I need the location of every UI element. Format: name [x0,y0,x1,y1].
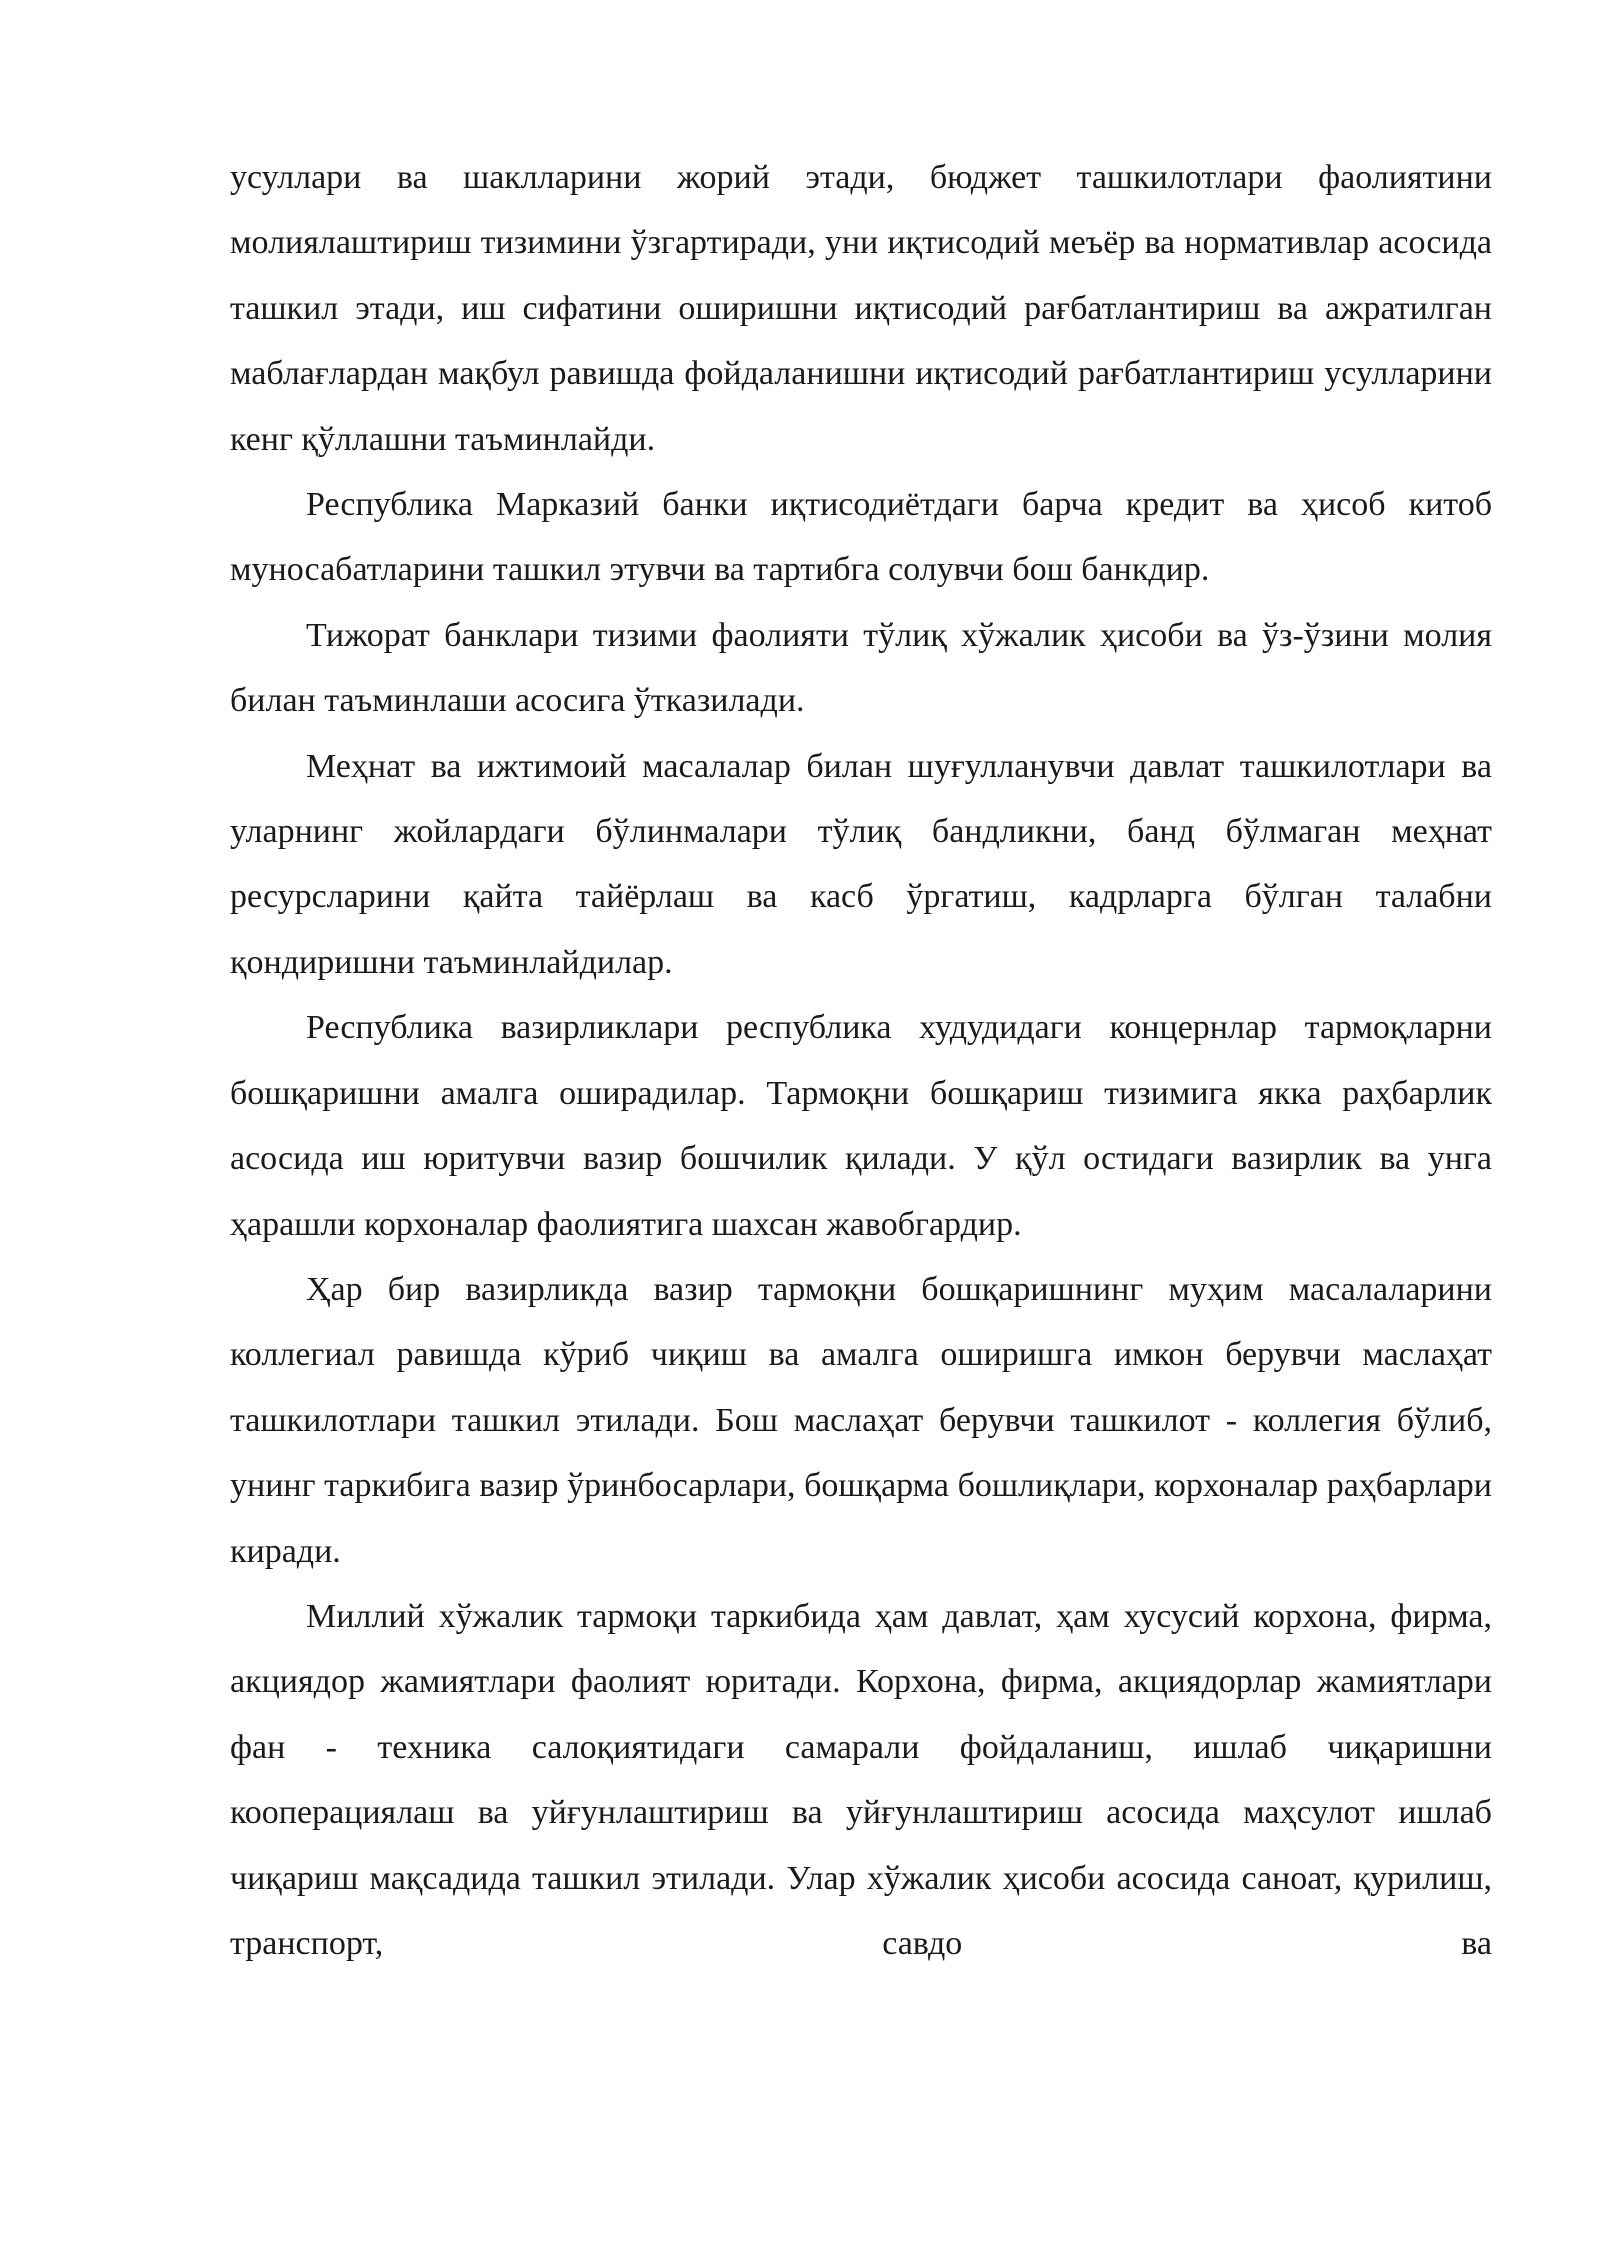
paragraph-enterprises: Миллий хўжалик тармоқи таркибида ҳам давлат, ҳам хусусий корхона, фирма, акциядор жамиятлари фаолият юритади. Корхона, фирма, акциядорлар жамиятлари фан - техника салоқиятидаги самарали фойдаланиш, ишлаб чиқаришни кооперациялаш ва уйғунлаштириш ва уйғунлаштириш асосида маҳсулот ишлаб чиқариш мақсадида ташкил этилади. Улар хўжалик ҳисоби асосида саноат, қурилиш, транспорт, савдо ва [230,1597,1492,1962]
paragraph-commercial-banks: Тижорат банклари тизими фаолияти тўлиқ хўжалик ҳисоби ва ўз-ўзини молия билан таъминлаши асосига ўтказилади. [230,616,1492,720]
paragraph-collegium: Ҳар бир вазирликда вазир тармоқни бошқаришнинг муҳим масалаларини коллегиал равишда кўриб чиқиш ва амалга оширишга имкон берувчи маслаҳат ташкилотлари ташкил этилади. Бош маслаҳат берувчи ташкилот - коллегия бўлиб, унинг таркибига вазир ўринбосарлари, бошқарма бошлиқлари, корхоналар раҳбарлари киради. [230,1270,1492,1570]
document-body [230,145,1492,1976]
paragraph-budget-methods: усуллари ва шаклларини жорий этади, бюджет ташкилотлари фаолиятини молиялаштириш тизимини ўзгартиради, уни иқтисодий меъёр ва нормативлар асосида ташкил этади, иш сифатини оширишни иқтисодий рағбатлантириш ва ажратилган маблағлардан мақбул равишда фойдаланишни иқтисодий рағбатлантириш усулларини кенг қўллашни таъминлайди. [230,159,1492,458]
paragraph-central-bank: Республика Марказий банки иқтисодиётдаги барча кредит ва ҳисоб китоб муносабатларини ташкил этувчи ва тартибга солувчи бош банкдир. [230,486,1492,589]
paragraph-ministries: Республика вазирликлари республика худудидаги концернлар тармоқларни бошқаришни амалга оширадилар. Тармоқни бошқариш тизимига якка раҳбарлик асосида иш юритувчи вазир бошчилик қилади. У қўл остидаги вазирлик ва унга ҳарашли корхоналар фаолиятига шахсан жавобгардир. [230,1009,1492,1243]
paragraph-labor-organizations: Меҳнат ва ижтимоий масалалар билан шуғулланувчи давлат ташкилотлари ва уларнинг жойлардаги бўлинмалари тўлиқ бандликни, банд бўлмаган меҳнат ресурсларини қайта тайёрлаш ва касб ўргатиш, кадрларга бўлган талабни қондиришни таъминлайдилар. [230,747,1492,981]
